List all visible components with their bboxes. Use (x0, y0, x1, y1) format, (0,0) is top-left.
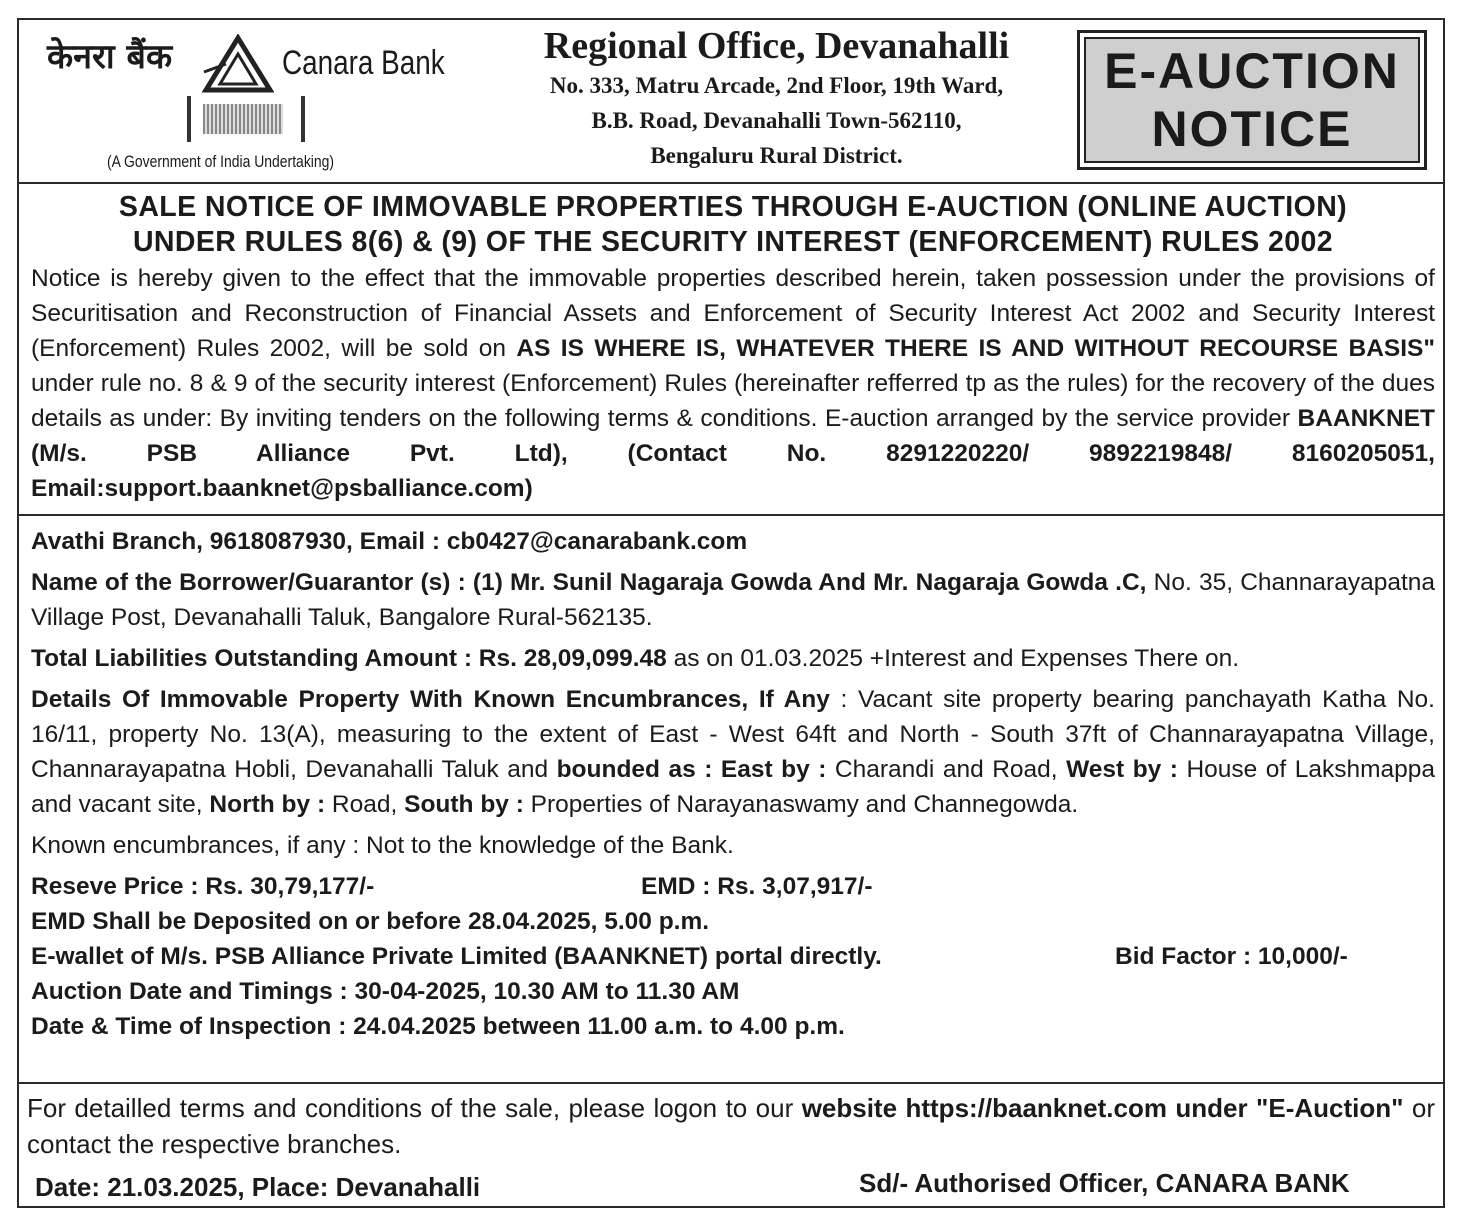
badge-line-1: E-AUCTION (1104, 43, 1400, 99)
logo-english-text: Canara Bank (282, 44, 445, 82)
address-line-2: B.B. Road, Devanahalli Town-562110, (591, 108, 962, 133)
footer-section (19, 1084, 1443, 1210)
price-row (31, 869, 1435, 904)
north-label: North by : (209, 791, 326, 818)
encumbrances: Known encumbrances, if any : Not to the knowledge of the Bank. (31, 832, 734, 859)
details-text-1: : Vacant site property bearing panchayath Katha No. 16/11, property No. 13(A), measuring to the extent of East - West 64ft and North - South 37ft of Channarayapatna Village, Channarayapatna Hobli, Devanahalli Taluk and (31, 686, 1435, 783)
e-auction-badge (1077, 30, 1427, 170)
ewallet-text: E-wallet of M/s. PSB Alliance Private Limited (BAANKNET) portal directly. (31, 943, 882, 970)
branch-contact: Avathi Branch, 9618087930, Email : cb0427@canarabank.com (31, 528, 748, 555)
liabilities-label: Total Liabilities Outstanding Amount : Rs. 28,09,099.48 (31, 645, 667, 672)
borrower-details (31, 565, 1435, 635)
south-label: South by : (404, 791, 524, 818)
address-line-1: No. 333, Matru Arcade, 2nd Floor, 19th Ward, (549, 73, 1004, 98)
paragraph-text-1: Notice is hereby given to the effect that the immovable properties described herein, taken possession under the provisions of Securitisation and Reconstruction of Financial Assets and Enforcement of Security Interest Act 2002 and Security Interest (Enforcement) Rules 2002, will be sold on (31, 265, 1435, 362)
ewallet-row (31, 939, 1435, 974)
footer-signature-row (27, 1166, 1435, 1210)
emd-deposit: EMD Shall be Deposited on or before 28.04.2025, 5.00 p.m. (31, 908, 710, 935)
south-text: Properties of Narayanaswamy and Channegowda. (523, 791, 1079, 818)
emd-amount: EMD : Rs. 3,07,917/- (641, 873, 873, 900)
sale-notice-title-2: UNDER RULES 8(6) & (9) OF THE SECURITY INTEREST (ENFORCEMENT) RULES 2002 (132, 226, 1334, 258)
inspection-date: Date & Time of Inspection : 24.04.2025 between 11.00 a.m. to 4.00 p.m. (31, 1013, 845, 1040)
as-is-basis-text: AS IS WHERE IS, WHATEVER THERE IS AND WITHOUT RECOURSE BASIS" (516, 335, 1435, 362)
footer-text-1: For detailled terms and conditions of the sale, please logon to our (27, 1093, 802, 1123)
date-place: Date: 21.03.2025, Place: Devanahalli (35, 1172, 481, 1202)
logo-hindi-text: केनरा बैंक (47, 37, 173, 77)
notice-frame (17, 18, 1445, 1208)
borrower-label: Name of the Borrower/Guarantor (s) : (1) Mr. Sunil Nagaraja Gowda And Mr. Nagaraja Gowda .C, (31, 569, 1147, 596)
canara-bank-logo (27, 26, 467, 176)
paragraph-text-2: under rule no. 8 & 9 of the security interest (Enforcement) Rules (hereinafter refferred tp as the rules) for the recovery of the dues details as under: By inviting tenders on the following terms & conditions. E-auction arranged by the service provider (31, 370, 1435, 432)
address-line-3: Bengaluru Rural District. (650, 143, 903, 168)
auction-date: Auction Date and Timings : 30-04-2025, 10.30 AM to 11.30 AM (31, 978, 740, 1005)
property-details-section (19, 516, 1443, 1084)
bounded-label: bounded as : East by : (556, 756, 827, 783)
west-text: House of Lakshmappa and vacant site, (31, 756, 1435, 818)
authorised-signature: Sd/- Authorised Officer, CANARA BANK (859, 1168, 1350, 1198)
sale-notice-section (19, 184, 1443, 516)
notice-paragraph (31, 261, 1435, 506)
logo-tagline: (A Government of India Undertaking) (107, 152, 335, 171)
property-description (31, 682, 1435, 822)
service-provider-contact: BAANKNET (M/s. PSB Alliance Pvt. Ltd), (Contact No. 8291220220/ 9892219848/ 8160205051, Email:support.baanknet@psballiance.com) (31, 405, 1435, 502)
canara-triangle-icon (202, 34, 274, 94)
sale-notice-title-1: SALE NOTICE OF IMMOVABLE PROPERTIES THROUGH E-AUCTION (ONLINE AUCTION) (118, 191, 1348, 223)
reserve-price: Reseve Price : Rs. 30,79,177/- (31, 873, 375, 900)
badge-line-2: NOTICE (1151, 101, 1353, 157)
west-label: West by : (1066, 756, 1178, 783)
liabilities-rest: as on 01.03.2025 +Interest and Expenses There on. (666, 645, 1240, 672)
notice-header (19, 20, 1443, 184)
footer-text-2: or contact the respective branches. (27, 1093, 1435, 1159)
bid-factor: Bid Factor : 10,000/- (1115, 943, 1348, 970)
office-title: Regional Office, Devanahalli (543, 25, 1010, 67)
liabilities-row (31, 641, 1435, 676)
website-link: website https://baanknet.com under "E-Auction" (801, 1093, 1404, 1123)
borrower-address: No. 35, Channarayapatna Village Post, Devanahalli Taluk, Bangalore Rural-562135. (31, 569, 1436, 631)
regional-office-address (489, 24, 1064, 173)
details-label: Details Of Immovable Property With Known Encumbrances, If Any (31, 686, 830, 713)
north-text: Road, (325, 791, 405, 818)
emblem-icon (187, 96, 305, 142)
footer-terms (27, 1090, 1435, 1162)
details-text-2: Charandi and Road, (826, 756, 1067, 783)
